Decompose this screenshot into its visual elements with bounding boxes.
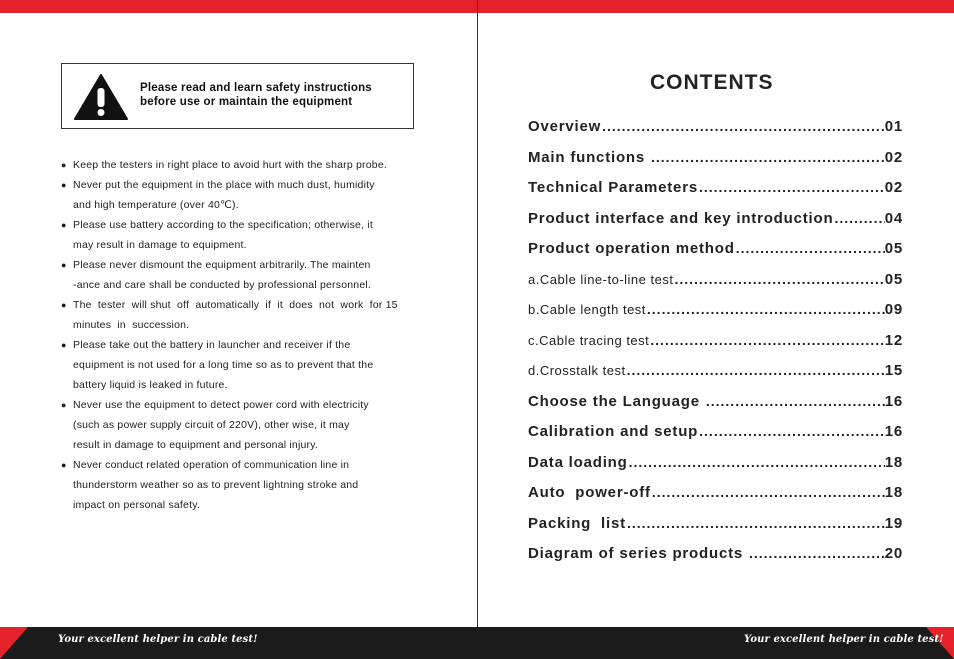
- safety-note-line: impact on personal safety.: [73, 499, 200, 511]
- toc-entry-page: 02: [884, 179, 903, 196]
- toc-leader-dots: [674, 271, 884, 287]
- safety-note-item: [60, 335, 450, 395]
- safety-note-item: [60, 295, 450, 335]
- bullet-icon: ●: [61, 220, 67, 230]
- toc-entry-label: Product operation method: [528, 240, 735, 257]
- safety-note-line: battery liquid is leaked in future.: [73, 379, 228, 391]
- toc-leader-dots: [706, 393, 885, 409]
- safety-note-line: Never conduct related operation of communication line in: [73, 459, 350, 471]
- toc-entry-page: 09: [884, 301, 903, 318]
- warning-line-1: Please read and learn safety instructions: [140, 82, 372, 94]
- toc-entry[interactable]: [528, 362, 903, 393]
- toc-entry-page: 18: [884, 453, 903, 471]
- toc-entry-page: 20: [884, 545, 903, 562]
- toc-entry-label: Diagram of series products: [528, 545, 748, 562]
- safety-note-line: may result in damage to equipment.: [73, 239, 247, 251]
- toc-entry-page: 05: [884, 240, 903, 257]
- toc-leader-dots: [699, 423, 885, 439]
- safety-note-line: result in damage to equipment and personal injury.: [73, 439, 319, 451]
- toc-entry-label: Auto power-off: [528, 484, 651, 501]
- safety-note-line: (such as power supply circuit of 220V), other wise, it may: [73, 419, 350, 431]
- toc-entry-label: Choose the Language: [528, 392, 705, 410]
- safety-note-line: and high temperature (over 40℃).: [73, 199, 239, 211]
- warning-text: [140, 81, 372, 109]
- toc-entry-page: 12: [884, 331, 903, 349]
- toc-entry[interactable]: [528, 423, 903, 454]
- page-divider: [477, 0, 478, 628]
- bullet-icon: ●: [61, 180, 67, 190]
- toc-entry[interactable]: [528, 179, 903, 210]
- toc-entry[interactable]: [528, 149, 903, 180]
- safety-note-line: Never use the equipment to detect power cord with electricity: [73, 399, 369, 411]
- safety-note-line: Keep the testers in right place to avoid hurt with the sharp probe.: [73, 159, 387, 171]
- toc-leader-dots: [834, 210, 884, 226]
- safety-note-line: Please use battery according to the specification; otherwise, it: [73, 219, 373, 231]
- safety-note-line: thunderstorm weather so as to prevent lightning stroke and: [73, 479, 359, 491]
- toc-entry-page: 19: [884, 514, 903, 532]
- safety-note-item: [60, 215, 450, 255]
- safety-note-line: Please take out the battery in launcher and receiver if the: [73, 339, 351, 351]
- toc-leader-dots: [647, 301, 885, 317]
- toc-entry[interactable]: [528, 271, 903, 302]
- toc-entry-page: 01: [884, 118, 903, 135]
- toc-entry-label: Overview: [528, 118, 602, 135]
- toc-entry-page: 16: [884, 392, 903, 410]
- toc-entry[interactable]: [528, 484, 903, 515]
- footer-slogan-right: Your excellent helper in cable test!: [744, 634, 944, 645]
- safety-note-line: minutes in succession.: [73, 319, 190, 331]
- toc-entry[interactable]: [528, 515, 903, 546]
- toc-entry-label: Data loading: [528, 453, 628, 471]
- toc-entry-label: Packing list: [528, 514, 626, 532]
- toc-entry-page: 02: [884, 148, 903, 166]
- toc-entry[interactable]: [528, 118, 903, 149]
- toc-entry[interactable]: [528, 545, 903, 576]
- toc-entry[interactable]: [528, 393, 903, 424]
- safety-note-item: [60, 455, 450, 515]
- toc-entry-label: Calibration and setup: [528, 423, 699, 440]
- toc-entry[interactable]: [528, 210, 903, 241]
- warning-line-2: before use or maintain the equipment: [140, 96, 353, 108]
- toc-entry[interactable]: [528, 332, 903, 363]
- toc-entry-label: Main functions: [528, 148, 650, 166]
- safety-note-line: Please never dismount the equipment arbitrarily. The mainten: [73, 259, 371, 271]
- safety-note-item: [60, 255, 450, 295]
- toc-leader-dots: [627, 362, 885, 378]
- toc-entry-label: b.Cable length test: [528, 302, 646, 317]
- footer-slogan-left: Your excellent helper in cable test!: [58, 634, 258, 645]
- bullet-icon: ●: [61, 460, 67, 470]
- safety-note-line: -ance and care shall be conducted by professional personnel.: [73, 279, 372, 291]
- footer-accent-left: [0, 627, 28, 659]
- toc-leader-dots: [650, 332, 884, 348]
- toc-leader-dots: [629, 454, 885, 470]
- safety-note-line: Never put the equipment in the place with much dust, humidity: [73, 179, 375, 191]
- toc-leader-dots: [749, 545, 885, 561]
- toc-leader-dots: [699, 179, 885, 195]
- safety-note-line: The tester will shut off automatically if it does not work for 15: [73, 299, 398, 311]
- bullet-icon: ●: [61, 160, 67, 170]
- toc-entry-page: 18: [884, 484, 903, 501]
- toc-entry-page: 04: [884, 209, 903, 227]
- safety-note-item: [60, 175, 450, 215]
- bullet-icon: ●: [61, 340, 67, 350]
- toc-leader-dots: [651, 149, 885, 165]
- toc-leader-dots: [602, 118, 885, 134]
- bullet-icon: ●: [61, 300, 67, 310]
- toc-entry-label: Product interface and key introduction: [528, 209, 834, 227]
- toc-leader-dots: [736, 240, 885, 256]
- safety-notes-list: [60, 155, 450, 515]
- safety-note-item: [60, 395, 450, 455]
- toc-entry-page: 15: [884, 362, 903, 379]
- toc-entry-page: 16: [884, 423, 903, 440]
- safety-note-line: equipment is not used for a long time so as to prevent that the: [73, 359, 374, 371]
- exclamation-triangle-icon: [73, 73, 129, 121]
- safety-warning-box: [61, 63, 414, 129]
- table-of-contents: [528, 118, 903, 576]
- toc-entry-label: a.Cable line-to-line test: [528, 271, 674, 287]
- toc-entry-label: c.Cable tracing test: [528, 332, 650, 348]
- toc-entry-page: 05: [884, 270, 903, 288]
- safety-note-item: [60, 155, 450, 175]
- toc-leader-dots: [652, 484, 885, 500]
- toc-entry-label: d.Crosstalk test: [528, 363, 626, 378]
- toc-entry[interactable]: [528, 240, 903, 271]
- toc-entry[interactable]: [528, 301, 903, 332]
- toc-entry-label: Technical Parameters: [528, 179, 698, 196]
- bullet-icon: ●: [61, 260, 67, 270]
- toc-entry[interactable]: [528, 454, 903, 485]
- contents-title: CONTENTS: [650, 71, 774, 94]
- bullet-icon: ●: [61, 400, 67, 410]
- toc-leader-dots: [627, 515, 885, 531]
